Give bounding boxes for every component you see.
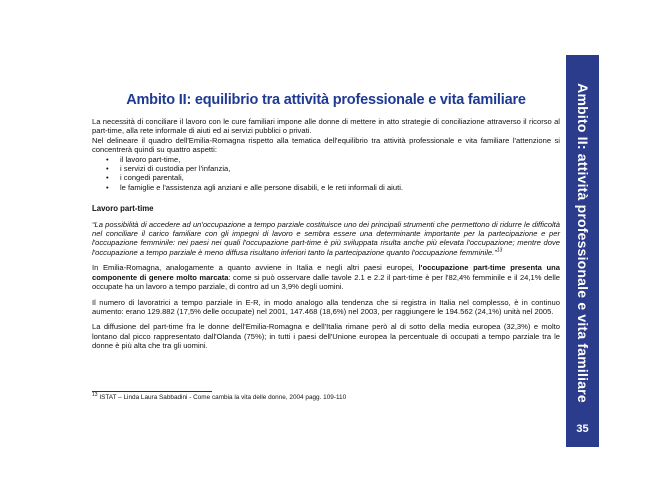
page-title: Ambito II: equilibrio tra attività professionale e vita familiare: [126, 92, 526, 108]
footnote: [92, 391, 560, 402]
footnote-divider: [92, 391, 212, 392]
page-number: 35: [576, 423, 589, 435]
footnote-number: 13: [92, 391, 98, 398]
paragraph-trend: Il numero di lavoratrici a tempo parziale in E-R, in modo analogo alla tendenza che si registra in Italia nel complesso, è in continuo aumento: erano 129.882 (17,5% delle occupate) nel 2001, 147.468 (18,6%) nel 2003, per raggiungere le 194.562 (24,1%) unità nel 2005.: [92, 297, 560, 316]
chapter-sidebar: [566, 55, 599, 447]
main-content: [92, 117, 560, 351]
quote-paragraph: [92, 220, 560, 258]
sidebar-chapter-title: Ambito II: attività professionale e vita familiare: [574, 83, 591, 403]
section-heading: Lavoro part-time: [92, 204, 154, 214]
paragraph-gender-end: : come si può osservare dalle tavole 2.1 e 2.2 il part-time è per l'82,4% femminile e il 24,1% delle occupate ha un lavoro a tempo parziale, di contro ad un 3,9% degli uomini.: [92, 272, 561, 292]
paragraph-europe: La diffusione del part-time fra le donne dell'Emilia-Romagna e dell'Italia rimane però al di sotto della media europea (32,3%) e molto lontano dal picco rappresentato dall'Olanda (75%); in tutti i paesi dell'Unione europea la percentuale di occupati a tempo parziale tra le donne è più alta che tra gli uomini.: [92, 322, 560, 351]
list-item: • i congedi parentali,: [120, 173, 560, 182]
footnote-reference[interactable]: 13: [496, 247, 503, 254]
footnote-text: ISTAT – Linda Laura Sabbadini - Come cambia la vita delle donne, 2004 pagg. 109-110: [97, 394, 347, 401]
aspects-list: [92, 155, 560, 193]
quote-text: “La possibilità di accedere ad un'occupazione a tempo parziale costituisce uno dei principali strumenti che permettono di ridurre le difficoltà nel conciliare il carico familiare con gli impegni di lavoro e sembra essere una determinante importante per la partecipazione e per l'occupazione femminile: nei paesi nei quali l'occupazione part-time è più sviluppata risulta anche più elevata l'occupazione; mentre dove l'occupazione a tempo parziale è meno diffusa risultano inferiori tanto la partecipazione quanto l'occupazione femminile.”: [92, 219, 560, 257]
intro-paragraph-1: La necessità di conciliare il lavoro con le cure familiari impone alle donne di mettere in atto strategie di conciliazione attraverso il ricorso al part-time, alla rete informale di aiuti ed ai servizi pubblici o privati.: [92, 117, 560, 136]
paragraph-gender-bold: l'occupazione part-time presenta una componente di genere molto marcata: [92, 263, 560, 282]
list-item: • i servizi di custodia per l'infanzia,: [120, 164, 560, 173]
paragraph-gender-start: In Emilia-Romagna, analogamente a quanto avviene in Italia e negli altri paesi europei,: [92, 263, 419, 273]
paragraph-gender: [92, 263, 560, 291]
list-item: • le famiglie e l'assistenza agli anziani e alle persone disabili, e le reti informali di aiuti.: [120, 183, 560, 192]
intro-paragraph-2: Nel delineare il quadro dell'Emilia-Romagna rispetto alla tematica dell'equilibrio tra attività professionale e vita familiare l'attenzione si concentrerà quindi su quattro aspetti:: [92, 135, 560, 155]
list-item: • il lavoro part-time,: [120, 155, 560, 164]
